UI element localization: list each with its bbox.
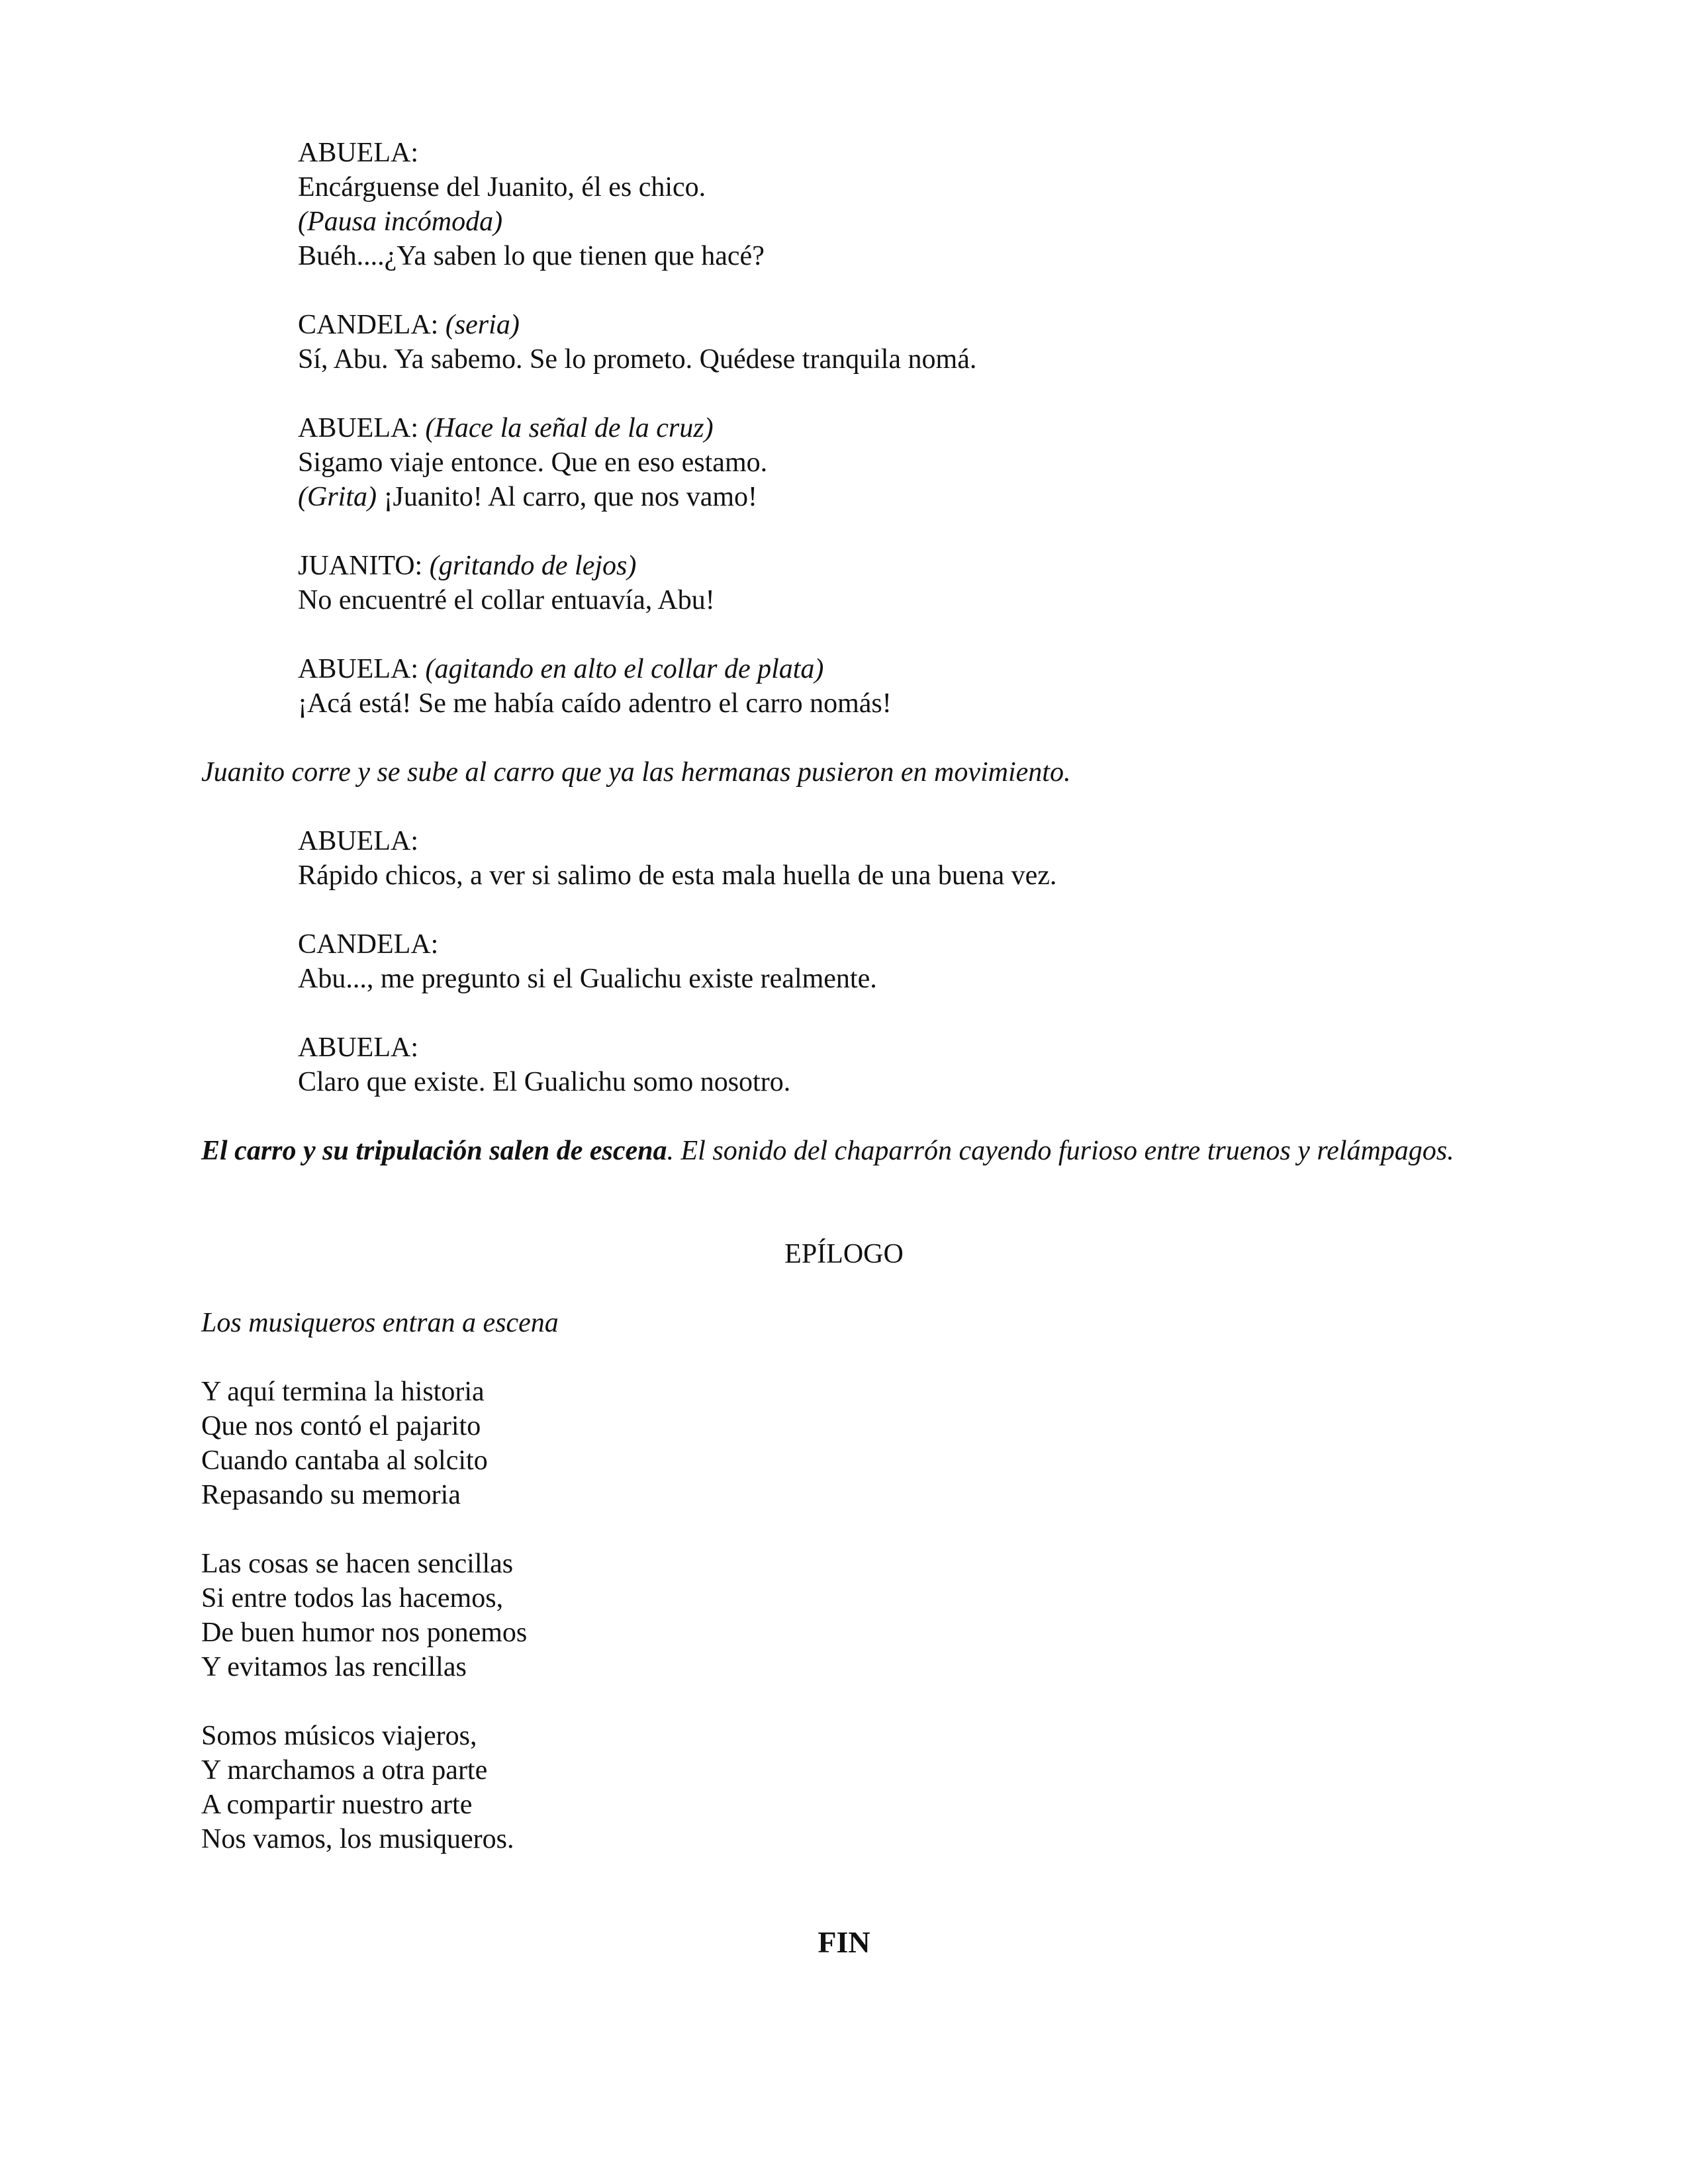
stage-direction: (Grita): [298, 482, 377, 512]
speaker-name: CANDELA:: [298, 929, 439, 960]
stage-direction: (Hace la señal de la cruz): [425, 413, 714, 443]
stage-direction: (seria): [445, 310, 520, 340]
dialogue-text: ¡Juanito! Al carro, que nos vamo!: [383, 482, 758, 512]
dialogue-line: [298, 480, 757, 514]
speaker-name: ABUELA:: [298, 138, 418, 168]
verse-line: De buen humor nos ponemos: [201, 1617, 528, 1648]
dialogue-line: Rápido chicos, a ver si salimo de esta mala huella de una buena vez.: [298, 860, 1057, 891]
verse-line: Cuando cantaba al solcito: [201, 1445, 488, 1476]
stage-direction: Juanito corre y se sube al carro que ya las hermanas pusieron en movimiento.: [201, 757, 1071, 788]
verse-line: Y marchamos a otra parte: [201, 1755, 488, 1786]
speaker-name: CANDELA:: [298, 310, 439, 340]
stage-direction-rest: . El sonido del chaparrón cayendo furioso entre truenos y relámpagos.: [667, 1136, 1454, 1166]
dialogue-line: Abu..., me pregunto si el Gualichu existe realmente.: [298, 964, 877, 994]
stage-direction-bold: El carro y su tripulación salen de escena: [201, 1136, 667, 1166]
speaker-line: [298, 411, 714, 445]
stage-direction: [201, 1134, 1454, 1168]
dialogue-line: Sigamo viaje entonce. Que en eso estamo.: [298, 447, 768, 478]
section-title: EPÍLOGO: [784, 1239, 904, 1269]
dialogue-line: Encárguense del Juanito, él es chico.: [298, 172, 706, 203]
stage-direction: Los musiqueros entran a escena: [201, 1308, 559, 1338]
dialogue-line: Buéh....¿Ya saben lo que tienen que hacé?: [298, 241, 765, 271]
dialogue-line: Claro que existe. El Gualichu somo nosotro.: [298, 1067, 791, 1097]
speaker-line: [298, 308, 520, 342]
speaker-name: ABUELA:: [298, 413, 418, 443]
speaker-line: [298, 549, 636, 583]
stage-direction: (Pausa incómoda): [298, 206, 503, 237]
speaker-line: [298, 652, 823, 686]
verse-line: Y evitamos las rencillas: [201, 1652, 467, 1682]
verse-line: Repasando su memoria: [201, 1480, 461, 1510]
verse-line: Y aquí termina la historia: [201, 1377, 485, 1407]
verse-line: A compartir nuestro arte: [201, 1790, 473, 1820]
verse-line: Somos músicos viajeros,: [201, 1721, 477, 1751]
verse-line: Si entre todos las hacemos,: [201, 1583, 504, 1614]
verse-line: Las cosas se hacen sencillas: [201, 1549, 514, 1579]
speaker-name: ABUELA:: [298, 826, 418, 856]
speaker-name: JUANITO:: [298, 551, 423, 581]
speaker-name: ABUELA:: [298, 654, 418, 684]
dialogue-line: ¡Acá está! Se me había caído adentro el carro nomás!: [298, 688, 892, 719]
stage-direction: (agitando en alto el collar de plata): [425, 654, 824, 684]
dialogue-line: No encuentré el collar entuavía, Abu!: [298, 585, 715, 615]
end-title: FIN: [818, 1925, 870, 1959]
dialogue-line: Sí, Abu. Ya sabemo. Se lo prometo. Quédese tranquila nomá.: [298, 344, 977, 375]
stage-direction: (gritando de lejos): [429, 551, 637, 581]
verse-line: Que nos contó el pajarito: [201, 1411, 481, 1441]
verse-line: Nos vamos, los musiqueros.: [201, 1824, 514, 1854]
speaker-name: ABUELA:: [298, 1032, 418, 1063]
